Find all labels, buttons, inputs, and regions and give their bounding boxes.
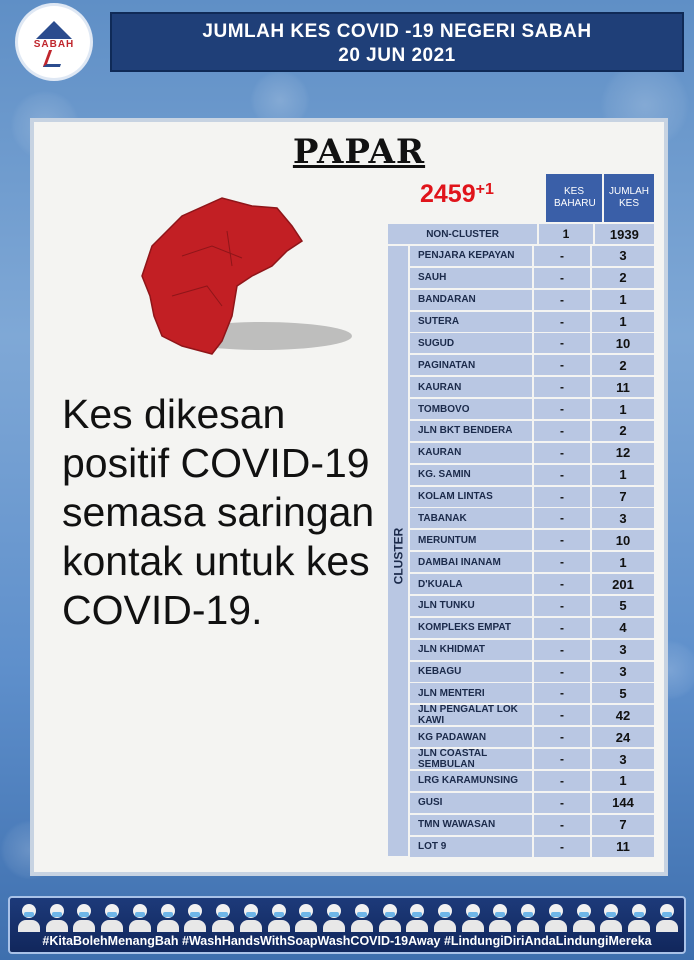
header-total-label: JUMLAH KES	[609, 186, 650, 209]
row-total: 2	[592, 421, 654, 441]
row-new: -	[534, 552, 590, 572]
row-name: PAGINATAN	[410, 355, 532, 375]
header-new-label: KES BAHARU	[554, 186, 596, 209]
health-worker-icon	[212, 902, 234, 932]
row-new: -	[534, 530, 590, 550]
table-row	[410, 683, 654, 703]
row-total: 3	[592, 508, 654, 528]
row-new: -	[534, 290, 590, 310]
row-total: 5	[592, 596, 654, 616]
row-total: 1	[592, 552, 654, 572]
health-worker-icon	[379, 902, 401, 932]
row-name: TABANAK	[410, 508, 532, 528]
table-row	[410, 837, 654, 857]
table-row	[410, 705, 654, 725]
row-new: -	[534, 837, 590, 857]
row-name: JLN MENTERI	[410, 683, 532, 703]
row-name: JLN TUNKU	[410, 596, 532, 616]
row-name: SAUH	[410, 268, 532, 288]
page-title: JUMLAH KES COVID -19 NEGERI SABAH	[202, 21, 592, 42]
health-worker-icon	[656, 902, 678, 932]
table-row	[410, 749, 654, 769]
row-new: -	[534, 662, 590, 682]
row-name: JLN COASTAL SEMBULAN	[410, 749, 532, 769]
row-total: 11	[592, 837, 654, 857]
health-worker-icon	[323, 902, 345, 932]
row-new: -	[534, 727, 590, 747]
row-total: 42	[592, 705, 654, 725]
health-worker-icon	[295, 902, 317, 932]
row-new: -	[534, 618, 590, 638]
mountain-icon	[36, 21, 72, 39]
table-row	[410, 377, 654, 397]
row-name: KAURAN	[410, 377, 532, 397]
row-name: JLN PENGALAT LOK KAWI	[410, 705, 532, 725]
total-cases	[420, 180, 540, 209]
table-row	[410, 268, 654, 288]
wave-icon	[42, 50, 65, 67]
table-row	[410, 508, 654, 528]
health-worker-icon	[489, 902, 511, 932]
row-new: -	[534, 683, 590, 703]
district-name: PAPAR	[292, 132, 426, 172]
health-worker-icon	[184, 902, 206, 932]
row-name: KEBAGU	[410, 662, 532, 682]
row-name: TOMBOVO	[410, 399, 532, 419]
row-new: -	[534, 421, 590, 441]
row-total: 1	[592, 290, 654, 310]
table-row	[410, 355, 654, 375]
row-name: KOMPLEKS EMPAT	[410, 618, 532, 638]
table-row	[410, 443, 654, 463]
row-new: -	[534, 399, 590, 419]
cases-table	[388, 224, 654, 858]
logo-text: SABAH	[33, 39, 75, 50]
row-total: 3	[592, 749, 654, 769]
row-new: -	[534, 793, 590, 813]
health-worker-icon	[545, 902, 567, 932]
table-row	[410, 487, 654, 507]
row-total: 201	[592, 574, 654, 594]
cluster-label: CLUSTER	[391, 527, 406, 585]
row-name: SUGUD	[410, 333, 532, 353]
row-name: KAURAN	[410, 443, 532, 463]
row-total: 3	[592, 640, 654, 660]
table-row	[410, 596, 654, 616]
caption-text: Kes dikesan positif COVID-19 semasa saringan kontak untuk kes COVID-19.	[62, 391, 375, 633]
health-worker-icon	[157, 902, 179, 932]
district-panel	[30, 118, 668, 876]
table-row	[410, 465, 654, 485]
header-total-cases	[604, 174, 654, 222]
title-bar	[110, 12, 684, 72]
row-name: KG. SAMIN	[410, 465, 532, 485]
row-total: 7	[592, 487, 654, 507]
row-new: -	[534, 465, 590, 485]
total-new: +1	[475, 181, 494, 198]
row-new: -	[534, 574, 590, 594]
health-worker-icon	[600, 902, 622, 932]
row-name: TMN WAWASAN	[410, 815, 532, 835]
row-name: BANDARAN	[410, 290, 532, 310]
health-worker-icon	[351, 902, 373, 932]
health-worker-icon	[101, 902, 123, 932]
row-total: 11	[592, 377, 654, 397]
health-worker-icon	[18, 902, 40, 932]
table-row	[410, 618, 654, 638]
row-name: KOLAM LINTAS	[410, 487, 532, 507]
page-date: 20 JUN 2021	[338, 45, 456, 66]
row-total: 1	[592, 771, 654, 791]
row-new: -	[534, 508, 590, 528]
table-row	[410, 312, 654, 332]
district-map	[112, 186, 352, 366]
row-new: -	[534, 333, 590, 353]
row-name: JLN BKT BENDERA	[410, 421, 532, 441]
row-total: 4	[592, 618, 654, 638]
health-worker-icon	[462, 902, 484, 932]
row-total: 5	[592, 683, 654, 703]
row-name: KG PADAWAN	[410, 727, 532, 747]
health-worker-icon	[73, 902, 95, 932]
health-worker-icon	[406, 902, 428, 932]
row-new: -	[534, 771, 590, 791]
row-new: -	[534, 596, 590, 616]
row-total: 7	[592, 815, 654, 835]
row-total: 1	[592, 465, 654, 485]
row-total: 3	[592, 662, 654, 682]
people-row	[18, 902, 678, 932]
row-total: 10	[592, 530, 654, 550]
row-total: 1	[592, 399, 654, 419]
table-row	[410, 793, 654, 813]
table-row	[410, 530, 654, 550]
header-new-cases	[546, 174, 602, 222]
row-new: -	[534, 640, 590, 660]
row-name: LOT 9	[410, 837, 532, 857]
row-new: -	[534, 312, 590, 332]
table-row	[410, 771, 654, 791]
row-new: -	[534, 355, 590, 375]
table-row	[410, 333, 654, 353]
row-total: 1939	[595, 224, 654, 244]
health-worker-icon	[573, 902, 595, 932]
sabah-logo	[18, 6, 90, 78]
row-name: PENJARA KEPAYAN	[410, 246, 532, 266]
table-row-non-cluster	[388, 224, 654, 244]
health-worker-icon	[240, 902, 262, 932]
row-new: -	[534, 268, 590, 288]
row-new: -	[534, 487, 590, 507]
footer-banner	[8, 896, 686, 954]
table-row	[410, 399, 654, 419]
cluster-rows	[388, 246, 654, 857]
row-total: 1	[592, 312, 654, 332]
row-name: D'KUALA	[410, 574, 532, 594]
row-total: 3	[592, 246, 654, 266]
row-name: NON-CLUSTER	[388, 224, 537, 244]
health-worker-icon	[268, 902, 290, 932]
table-row	[410, 574, 654, 594]
row-new: 1	[539, 224, 593, 244]
health-worker-icon	[434, 902, 456, 932]
table-row	[410, 640, 654, 660]
table-row	[410, 815, 654, 835]
total-value: 2459	[420, 180, 476, 208]
row-total: 10	[592, 333, 654, 353]
row-new: -	[534, 815, 590, 835]
row-new: -	[534, 705, 590, 725]
health-worker-icon	[517, 902, 539, 932]
row-total: 12	[592, 443, 654, 463]
table-row	[410, 727, 654, 747]
hashtags: #KitaBolehMenangBah #WashHandsWithSoapWashCOVID-19Away #LindungiDiriAndaLindungiMereka	[42, 934, 652, 948]
row-new: -	[534, 246, 590, 266]
row-name: DAMBAI INANAM	[410, 552, 532, 572]
health-worker-icon	[46, 902, 68, 932]
table-row	[410, 290, 654, 310]
health-worker-icon	[129, 902, 151, 932]
row-total: 144	[592, 793, 654, 813]
row-name: MERUNTUM	[410, 530, 532, 550]
row-name: LRG KARAMUNSING	[410, 771, 532, 791]
table-row	[410, 421, 654, 441]
row-name: JLN KHIDMAT	[410, 640, 532, 660]
table-row	[410, 662, 654, 682]
table-row	[410, 552, 654, 572]
row-new: -	[534, 377, 590, 397]
row-new: -	[534, 749, 590, 769]
row-total: 2	[592, 355, 654, 375]
table-row	[410, 246, 654, 266]
health-worker-icon	[628, 902, 650, 932]
row-name: GUSI	[410, 793, 532, 813]
row-total: 24	[592, 727, 654, 747]
row-new: -	[534, 443, 590, 463]
row-name: SUTERA	[410, 312, 532, 332]
row-total: 2	[592, 268, 654, 288]
